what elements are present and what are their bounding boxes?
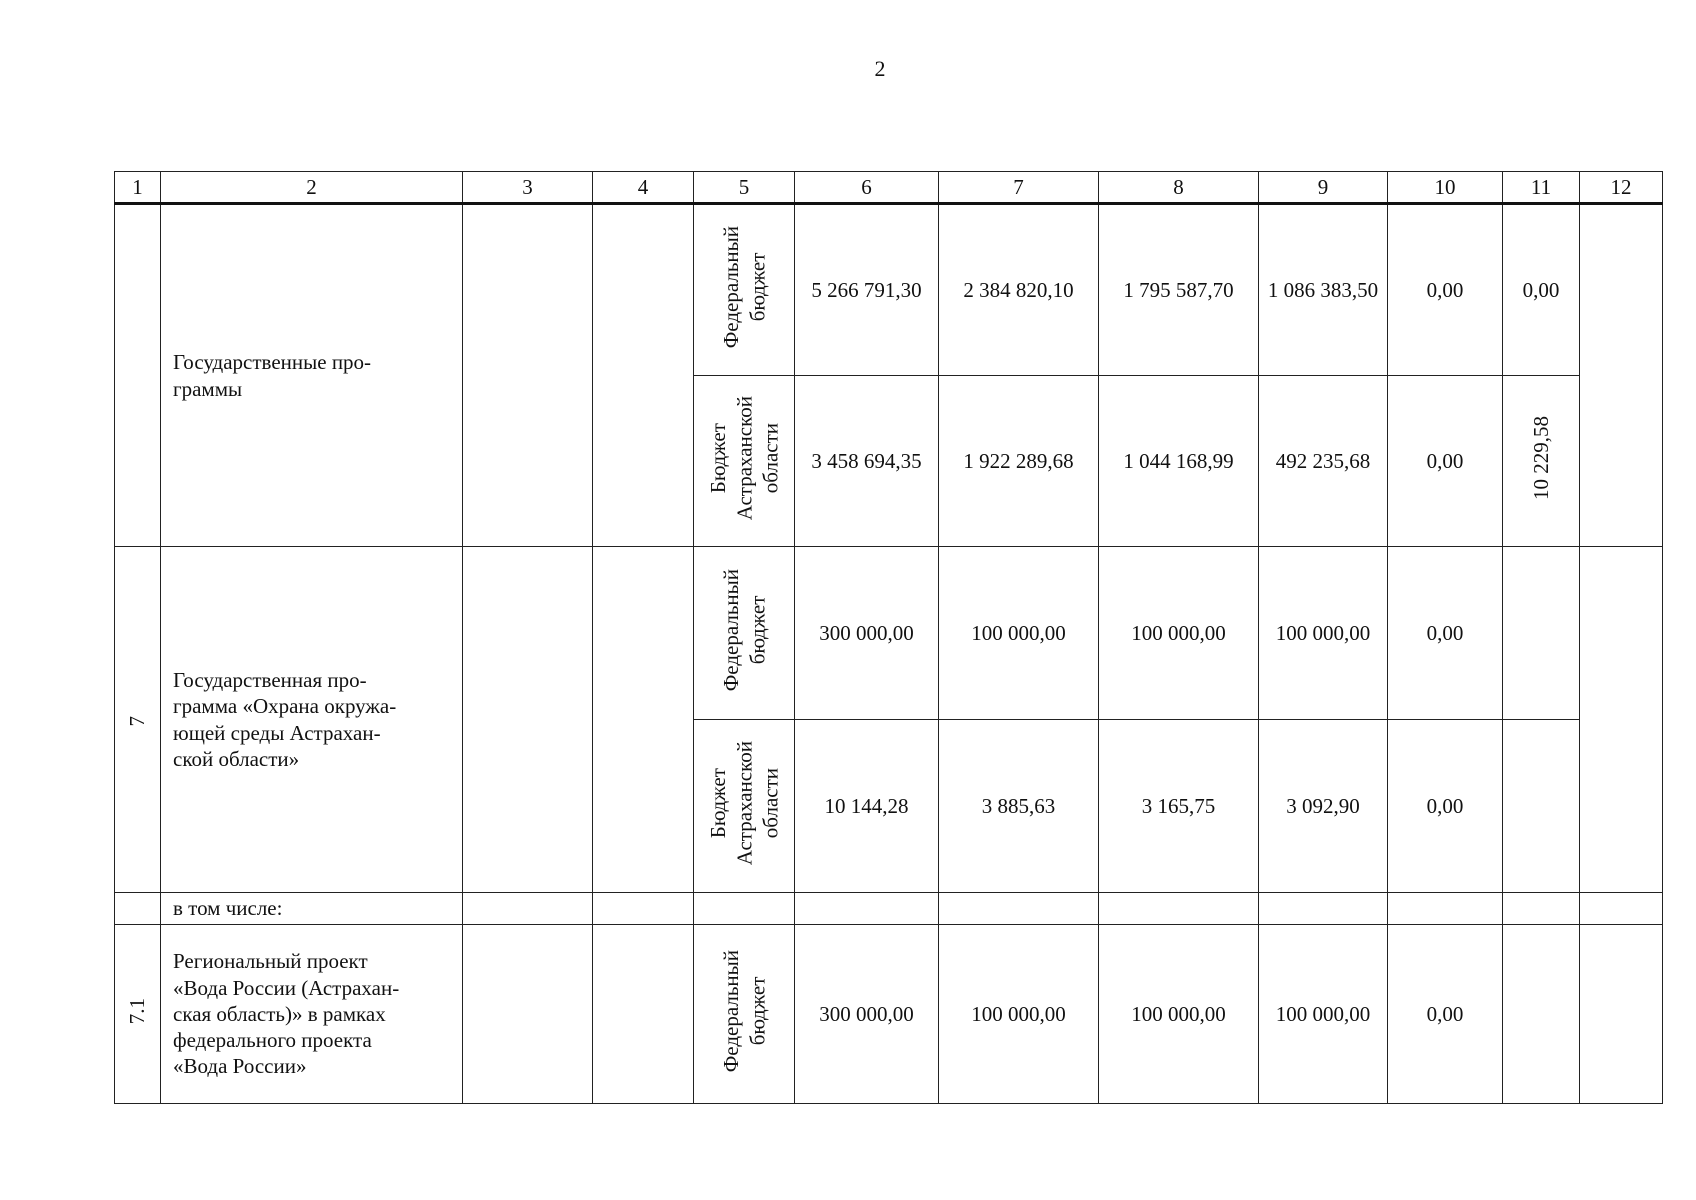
source-cell [694,925,795,1104]
source-label-regional: Бюджет Астраханской области [705,740,783,865]
value-cell: 0,00 [1388,204,1503,376]
value-cell: 0,00 [1503,204,1580,376]
value-cell: 1 086 383,50 [1259,204,1388,376]
value-cell: 5 266 791,30 [795,204,939,376]
col-header-5: 5 [694,172,795,204]
col4-cell [593,547,694,893]
value-cell: 300 000,00 [795,547,939,720]
row-number: 7 [125,715,150,727]
col-header-6: 6 [795,172,939,204]
value-cell: 100 000,00 [1099,925,1259,1104]
program-7-federal-row [115,547,1663,720]
col-header-4: 4 [593,172,694,204]
column-number-row [115,172,1663,204]
budget-table [114,171,1663,1104]
col-header-8: 8 [1099,172,1259,204]
col-header-9: 9 [1259,172,1388,204]
project-7-1-name: Региональный проект «Вода России (Астрахан- ская область)» в рамках федерального проекта «Вода России» [161,925,463,1104]
program-7-name: Государственная про- грамма «Охрана окружа- ющей среды Астрахан- ской области» [161,547,463,893]
value-cell: 0,00 [1388,720,1503,893]
value-cell: 100 000,00 [939,547,1099,720]
source-cell [694,204,795,376]
col3-cell [463,925,593,1104]
col3-cell [463,547,593,893]
value-cell: 100 000,00 [1099,547,1259,720]
source-cell [694,720,795,893]
row-number-cell [115,925,161,1104]
source-label-federal: Федеральный бюджет [718,225,769,349]
page-number: 2 [874,56,886,81]
value-cell: 1 044 168,99 [1099,376,1259,547]
col4-cell [593,925,694,1104]
col-header-7: 7 [939,172,1099,204]
source-label-federal: Федеральный бюджет [718,949,769,1073]
value-cell: 100 000,00 [1259,547,1388,720]
value-cell: 0,00 [1388,547,1503,720]
col-header-10: 10 [1388,172,1503,204]
empty-cell [1388,893,1503,925]
value-cell: 10 144,28 [795,720,939,893]
col4-cell [593,204,694,547]
vertical-value: 10 229,58 [1528,415,1553,500]
source-cell [694,376,795,547]
value-cell: 1 795 587,70 [1099,204,1259,376]
value-cell: 3 458 694,35 [795,376,939,547]
including-row [115,893,1663,925]
value-cell: 2 384 820,10 [939,204,1099,376]
value-cell [1503,720,1580,893]
value-cell: 3 885,63 [939,720,1099,893]
value-cell: 100 000,00 [939,925,1099,1104]
gov-programs-name: Государственные про- граммы [161,204,463,547]
source-label-regional: Бюджет Астраханской области [705,395,783,520]
value-cell [1503,547,1580,720]
row-number: 7.1 [125,997,150,1024]
source-cell [694,547,795,720]
value-cell: 492 235,68 [1259,376,1388,547]
col3-cell [463,204,593,547]
including-label: в том числе: [161,893,463,925]
empty-cell [1503,893,1580,925]
project-7-1-federal-row [115,925,1663,1104]
empty-cell [593,893,694,925]
gov-programs-federal-row [115,204,1663,376]
empty-cell [1259,893,1388,925]
value-cell: 0,00 [1388,376,1503,547]
row-number-cell [115,547,161,893]
col-header-2: 2 [161,172,463,204]
empty-cell [1099,893,1259,925]
empty-cell [694,893,795,925]
value-cell: 3 092,90 [1259,720,1388,893]
value-cell: 1 922 289,68 [939,376,1099,547]
row-number-cell [115,893,161,925]
row-number-cell [115,204,161,547]
col12-cell [1580,547,1663,893]
col-header-3: 3 [463,172,593,204]
col12-cell [1580,925,1663,1104]
empty-cell [1580,893,1663,925]
value-cell [1503,925,1580,1104]
col-header-1: 1 [115,172,161,204]
col12-cell [1580,204,1663,547]
value-cell: 0,00 [1388,925,1503,1104]
empty-cell [463,893,593,925]
col-header-12: 12 [1580,172,1663,204]
source-label-federal: Федеральный бюджет [718,568,769,692]
empty-cell [795,893,939,925]
col-header-11: 11 [1503,172,1580,204]
value-cell: 100 000,00 [1259,925,1388,1104]
value-cell: 3 165,75 [1099,720,1259,893]
value-cell [1503,376,1580,547]
empty-cell [939,893,1099,925]
value-cell: 300 000,00 [795,925,939,1104]
